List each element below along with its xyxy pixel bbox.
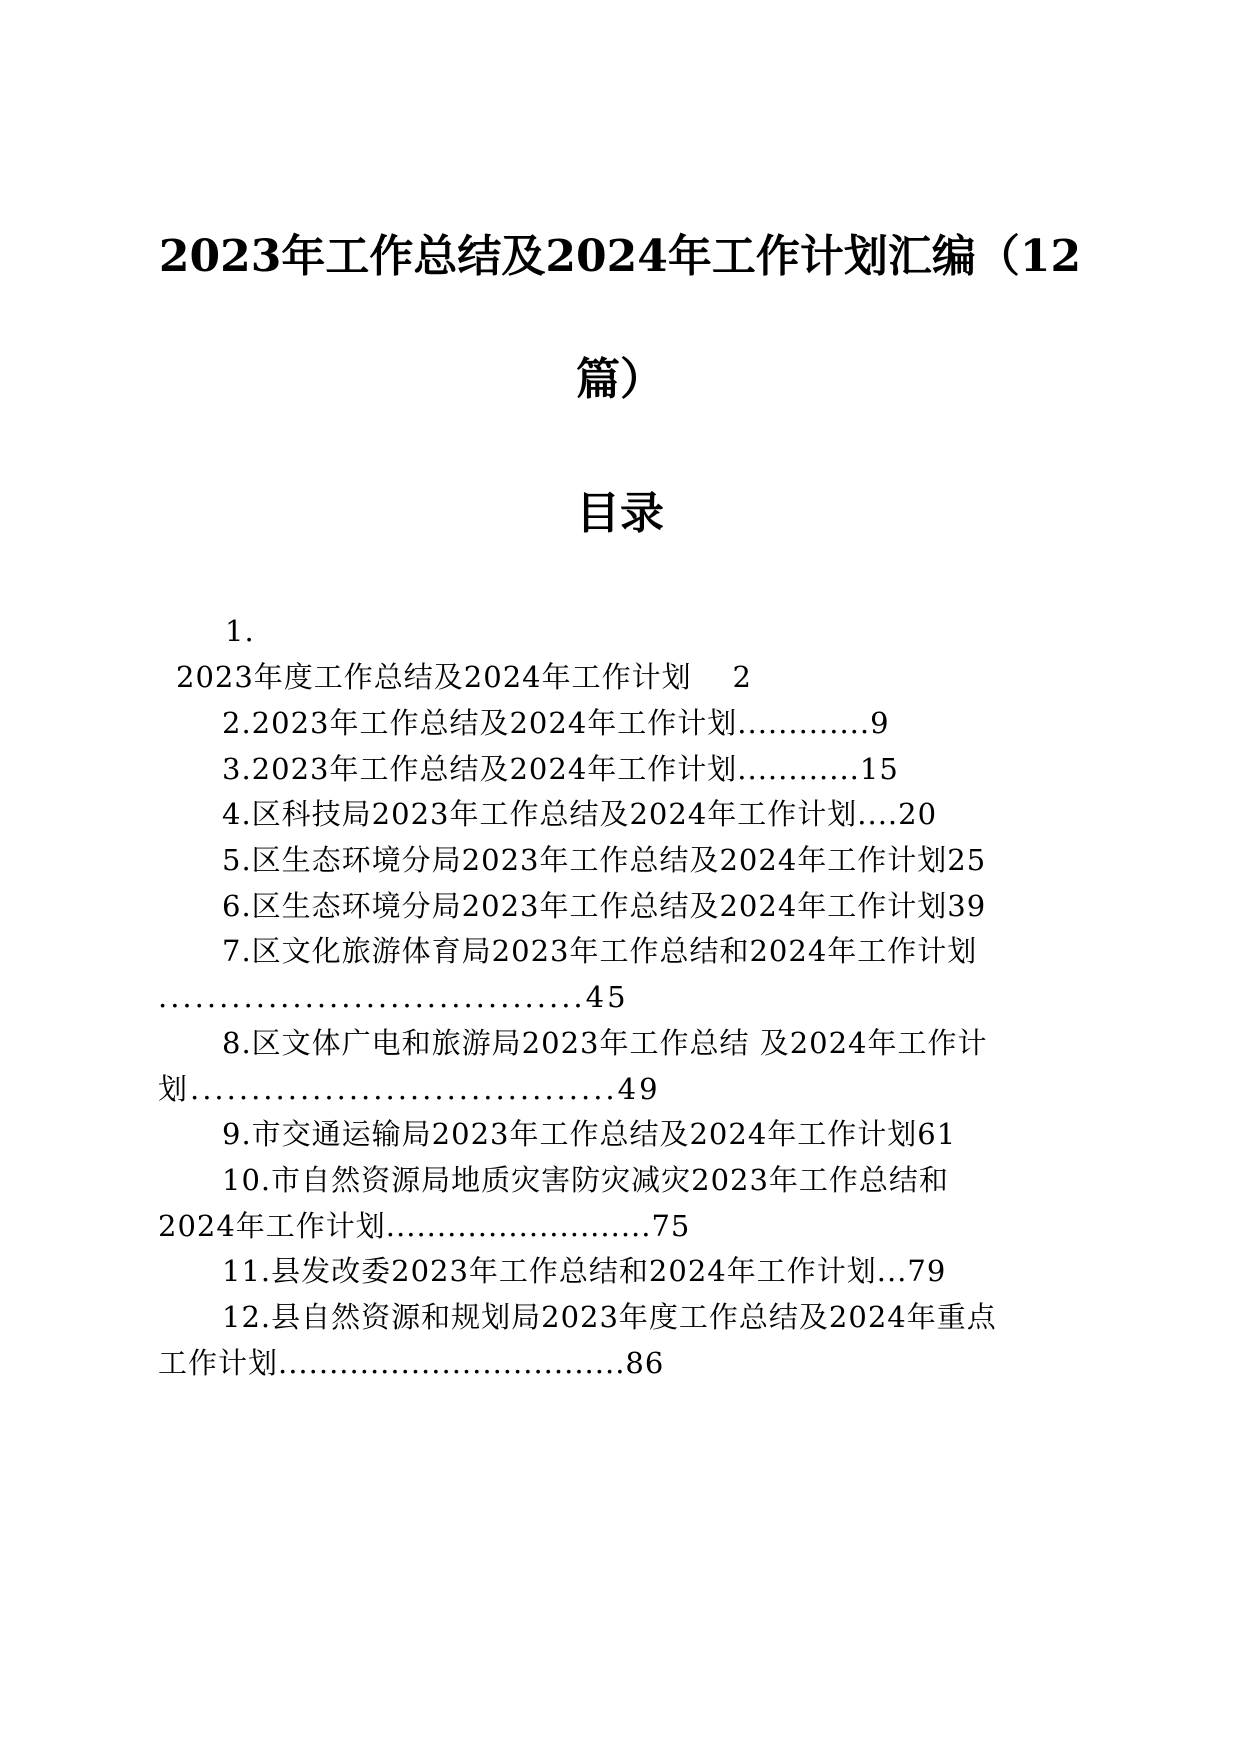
toc-entry-12-line-2[interactable]: 工作计划..................................86 [158, 1346, 665, 1380]
toc-entry-1-number[interactable]: 1. [225, 614, 255, 648]
toc-entry-11[interactable]: 11.县发改委2023年工作总结和2024年工作计划...79 [222, 1254, 947, 1288]
toc-entry-7-line-1[interactable]: 7.区文化旅游体育局2023年工作总结和2024年工作计划 [222, 934, 978, 968]
toc-entry-1-text[interactable]: 2023年度工作总结及2024年工作计划 2 [176, 660, 752, 694]
toc-entry-3[interactable]: 3.2023年工作总结及2024年工作计划............15 [222, 752, 899, 786]
document-title-line-2: 篇） [576, 354, 664, 405]
toc-entry-8-line-1[interactable]: 8.区文体广电和旅游局2023年工作总结 及2024年工作计 [222, 1026, 988, 1060]
toc-heading: 目录 [576, 488, 664, 539]
toc-entry-4[interactable]: 4.区科技局2023年工作总结及2024年工作计划....20 [222, 797, 938, 831]
toc-entry-12-line-1[interactable]: 12.县自然资源和规划局2023年度工作总结及2024年重点 [222, 1300, 997, 1334]
toc-entry-10-line-2[interactable]: 2024年工作计划..........................75 [158, 1209, 691, 1243]
toc-entry-2[interactable]: 2.2023年工作总结及2024年工作计划.............9 [222, 706, 890, 740]
toc-entry-6[interactable]: 6.区生态环境分局2023年工作总结及2024年工作计划39 [222, 889, 987, 923]
document-title-line-1: 2023年工作总结及2024年工作计划汇编（12 [158, 231, 1082, 282]
toc-entry-5[interactable]: 5.区生态环境分局2023年工作总结及2024年工作计划25 [222, 843, 987, 877]
toc-entry-8-line-2[interactable]: 划...................................49 [158, 1072, 661, 1106]
toc-entry-7-line-2[interactable]: ...................................45 [158, 980, 629, 1014]
toc-entry-10-line-1[interactable]: 10.市自然资源局地质灾害防灾减灾2023年工作总结和 [222, 1163, 949, 1197]
toc-entry-9[interactable]: 9.市交通运输局2023年工作总结及2024年工作计划61 [222, 1117, 957, 1151]
